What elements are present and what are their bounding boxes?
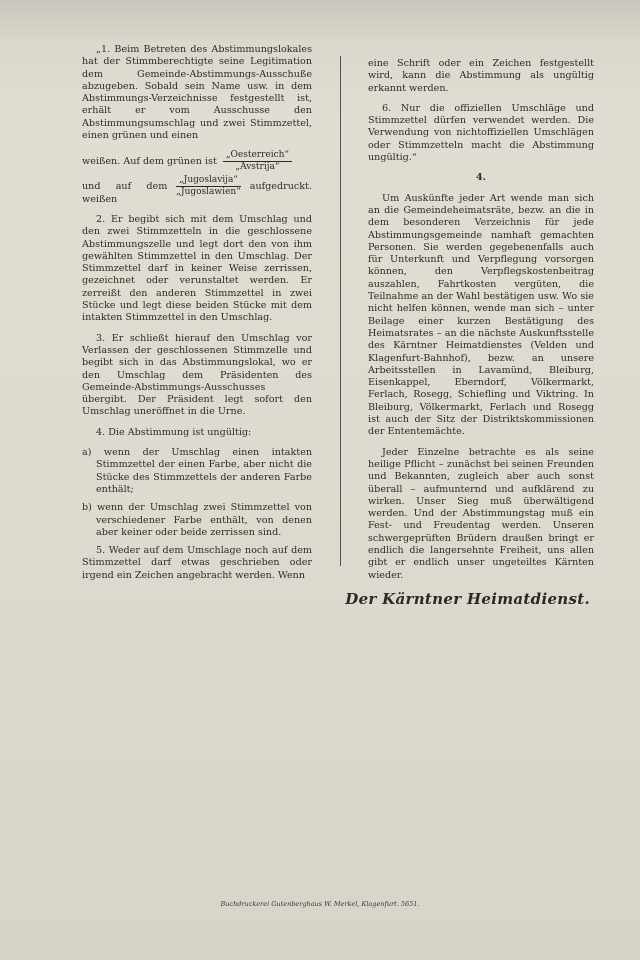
green-ballot-label	[223, 150, 292, 173]
paragraph-3: 3. Er schließt hierauf den Umschlag vor Verlassen der geschlossenen Stimmzelle und begibt sich in das Abstimmungslokal, wo er den Umschlag dem Präsidenten des Gemeinde-Abstimmungs-Ausschusses übergibt. Der Präsident legt sofort den Umschlag uneröffnet in die Urne.	[82, 332, 312, 418]
white-ballot-tail: aufgedruckt.	[249, 181, 312, 193]
white-ballot-slovene: „Jugoslavija“	[176, 175, 241, 187]
paper-top-edge	[0, 0, 640, 40]
paragraph-4a: a) wenn der Umschlag einen intakten Stimmzettel der einen Farbe, aber nicht die Stücke des Stimmzettels der anderen Farbe enthält;	[82, 447, 312, 495]
green-ballot-line	[82, 150, 312, 173]
printer-imprint: Buchdruckerei Gutenberghaus W. Merkel, Klagenfurt. 5651.	[220, 900, 420, 908]
green-ballot-german: „Oesterreich“	[223, 150, 292, 162]
paragraph-2: 2. Er begibt sich mit dem Umschlag und den zwei Stimmzetteln in die geschlossene Abstimmungszelle und legt dort den von ihm gewählten Stimmzettel in den Umschlag. Der Stimmzettel darf in keiner Weise zerrissen, gezeichnet oder verunstaltet werden. Er zerreißt den anderen Stimmzettel in zwei Stücke und legt diese beiden Stücke mit dem intakten Stimmzettel in den Umschlag.	[82, 213, 312, 324]
section-number: 4.	[475, 172, 486, 184]
white-ballot-label	[173, 175, 243, 198]
paragraph-5: 5. Weder auf dem Umschlage noch auf dem Stimmzettel darf etwas geschrieben oder irgend ein Zeichen angebracht werden. Wenn	[82, 545, 312, 581]
paragraph-1: „1. Beim Betreten des Abstimmungslokales hat der Stimmberechtigte seine Legitimation dem Gemeinde-Abstimmungs-Ausschuße abzugeben. Sobald sein Name usw. in dem Abstimmungs-Verzeichnisse festgestellt ist, erhält er vom Ausschusse den Abstimmungsumschlag und zwei Stimmzettel, einen grünen und einen	[82, 44, 312, 142]
column-divider	[340, 56, 341, 566]
green-ballot-lead: weißen. Auf dem grünen ist	[82, 156, 217, 168]
left-column	[82, 44, 312, 590]
green-ballot-slovene: „Avstrija“	[235, 162, 280, 173]
white-ballot-line	[82, 175, 312, 206]
white-ballot-lead: und auf dem weißen	[82, 181, 168, 205]
paragraph-4b: b) wenn der Umschlag zwei Stimmzettel von verschiedener Farbe enthält, von denen aber keiner oder beide zerrissen sind.	[82, 502, 312, 538]
right-column	[368, 58, 594, 590]
paragraph-5-continued: eine Schrift oder ein Zeichen festgestellt wird, kann die Abstimmung als ungültig erkannt werden.	[368, 58, 594, 94]
appeal-paragraph: Jeder Einzelne betrachte es als seine heilige Pflicht – zunächst bei seinen Freunden und Bekannten, zugleich aber auch sonst überall – aufmunternd und aufklärend zu wirken. Unser Sieg muß überwältigend werden. Und der Abstimmungstag muß ein Fest- und Freudentag werden. Unseren schwergeprüften Brüdern draußen bringt er endlich die langersehnte Freiheit, uns allen gibt er endlich unser ungeteiltes Kärnten wieder.	[368, 446, 594, 581]
paragraph-4-heading: 4. Die Abstimmung ist ungültig:	[96, 426, 252, 438]
information-paragraph: Um Auskünfte jeder Art wende man sich an die Gemeindeheimatsräte, bezw. an die in dem besonderen Verzeichnis für jede Abstimmungsgemeinde namhaft gemachten Personen. Sie werden gegebenenfalls auch für Unterkunft und Verpflegung vorsorgen können, den Verpflegskostenbeitrag auszahlen, Fahrtkosten vergüten, die Teilnahme an der Wahl bestätigen usw. Wo sie nicht helfen können, wende man sich – unter Beilage einer kurzen Bestätigung des Heimatsrates – an die nächste Auskunftsstelle des Kärntner Heimatdienstes (Velden und Klagenfurt-Bahnhof), bezw. an unsere Arbeitsstellen in Lavamünd, Bleiburg, Eisenkappel, Eberndorf, Völkermarkt, Ferlach, Rosegg, Schiefling und Viktring. In Bleiburg, Völkermarkt, Ferlach und Rosegg ist auch der Sitz der Distriktskommissionen der Ententemächte.	[368, 192, 594, 438]
white-ballot-german: „Jugoslawien“	[176, 187, 241, 198]
signature: Der Kärntner Heimatdienst.	[345, 590, 590, 608]
paragraph-6: 6. Nur die offiziellen Umschläge und Stimmzettel dürfen verwendet werden. Die Verwendung von nichtoffiziellen Umschlägen oder Stimmzetteln macht die Abstimmung ungültig.“	[368, 102, 594, 164]
